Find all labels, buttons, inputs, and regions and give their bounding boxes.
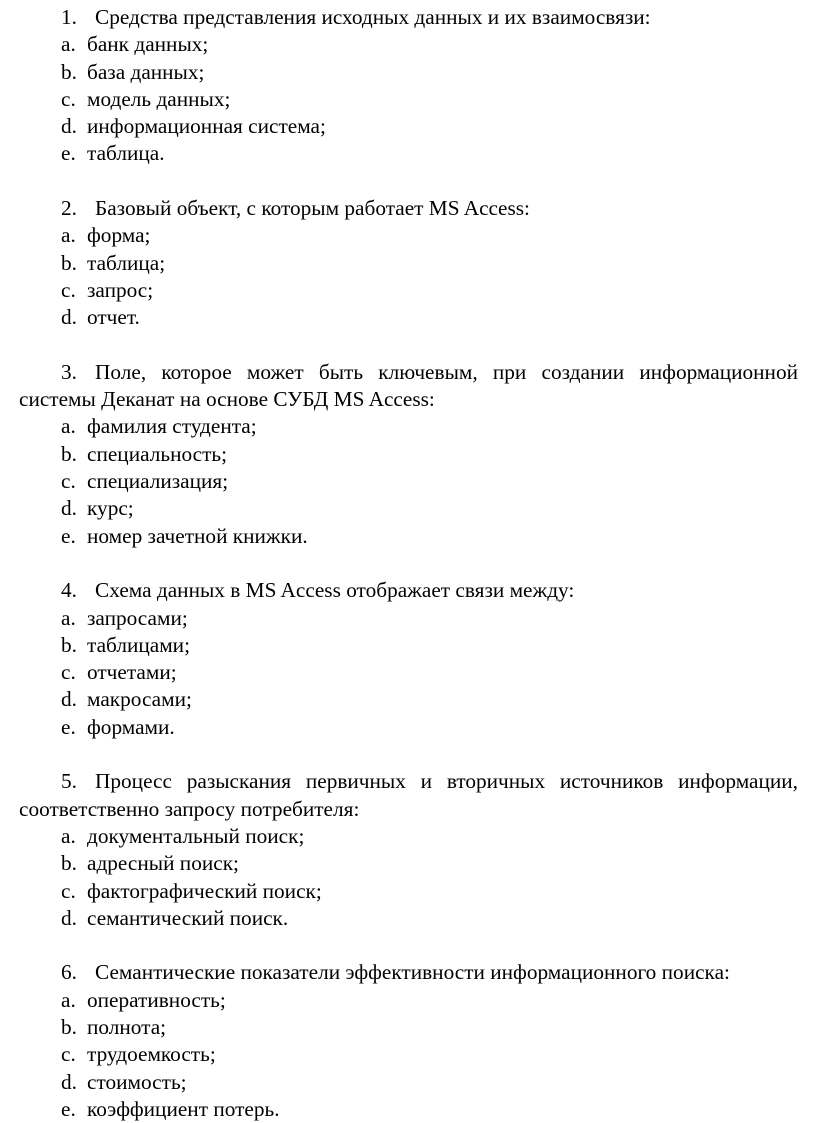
option-item: [0, 850, 816, 877]
option-text: отчетами;: [87, 660, 177, 685]
question-4: [0, 577, 816, 741]
option-letter: e.: [61, 714, 76, 739]
option-letter: a.: [61, 823, 76, 848]
option-item: [0, 441, 816, 468]
option-item: [0, 113, 816, 140]
option-item: [0, 222, 816, 249]
option-text: фактографический поиск;: [87, 878, 322, 903]
option-letter: e.: [61, 141, 76, 166]
question-number: 3.: [61, 359, 77, 384]
option-item: [0, 59, 816, 86]
option-text: информационная система;: [87, 114, 326, 139]
option-text: адресный поиск;: [87, 851, 239, 876]
option-text: запрос;: [87, 277, 154, 302]
question-number: 2.: [61, 196, 77, 221]
option-text: база данных;: [87, 59, 205, 84]
option-letter: e.: [61, 523, 76, 548]
question-6: [0, 959, 816, 1123]
option-item: [0, 250, 816, 277]
option-text: трудоемкость;: [87, 1042, 216, 1067]
question-text: [0, 768, 816, 795]
option-item: [0, 1069, 816, 1096]
option-item: [0, 686, 816, 713]
option-letter: b.: [61, 59, 77, 84]
option-text: отчет.: [87, 305, 140, 330]
option-item: [0, 468, 816, 495]
option-text: номер зачетной книжки.: [87, 523, 308, 548]
option-text: курс;: [87, 496, 134, 521]
option-text: документальный поиск;: [87, 823, 305, 848]
question-body: Схема данных в MS Access отображает связи между:: [95, 578, 575, 603]
option-letter: b.: [61, 250, 77, 275]
question-body: Средства представления исходных данных и их взаимосвязи:: [95, 5, 651, 29]
question-text: [0, 577, 816, 604]
option-item: [0, 878, 816, 905]
option-item: [0, 905, 816, 932]
question-body: Процесс разыскания первичных и вторичных источников информации,: [95, 769, 798, 794]
question-text: [0, 359, 816, 386]
option-item: [0, 413, 816, 440]
option-letter: d.: [61, 905, 77, 930]
option-item: [0, 605, 816, 632]
option-item: [0, 823, 816, 850]
option-letter: b.: [61, 441, 77, 466]
question-body: Базовый объект, с которым работает MS Access:: [95, 196, 530, 221]
option-letter: a.: [61, 605, 76, 630]
question-text: [0, 4, 816, 31]
option-text: формами.: [87, 714, 175, 739]
option-text: таблица;: [87, 250, 166, 275]
question-body: Семантические показатели эффективности информационного поиска:: [95, 960, 730, 985]
option-item: [0, 714, 816, 741]
option-letter: c.: [61, 277, 76, 302]
option-letter: c.: [61, 660, 76, 685]
option-letter: b.: [61, 851, 77, 876]
option-text: форма;: [87, 223, 151, 248]
option-item: [0, 1041, 816, 1068]
option-item: [0, 277, 816, 304]
question-text: [0, 195, 816, 222]
option-item: [0, 1014, 816, 1041]
question-5: [0, 768, 816, 932]
option-item: [0, 140, 816, 167]
option-text: таблица.: [87, 141, 165, 166]
option-letter: b.: [61, 1014, 77, 1039]
question-text: [0, 959, 816, 986]
option-letter: c.: [61, 1042, 76, 1067]
option-text: фамилия студента;: [87, 414, 257, 439]
option-text: макросами;: [87, 687, 192, 712]
option-item: [0, 86, 816, 113]
option-text: специализация;: [87, 469, 229, 494]
option-letter: c.: [61, 878, 76, 903]
option-item: [0, 31, 816, 58]
option-item: [0, 523, 816, 550]
option-letter: b.: [61, 632, 77, 657]
option-text: специальность;: [87, 441, 228, 466]
option-text: коэффициент потерь.: [87, 1096, 280, 1121]
option-letter: a.: [61, 32, 76, 57]
option-letter: a.: [61, 414, 76, 439]
option-item: [0, 659, 816, 686]
option-text: стоимость;: [87, 1069, 187, 1094]
option-item: [0, 1096, 816, 1123]
option-letter: d.: [61, 496, 77, 521]
option-text: банк данных;: [87, 32, 209, 57]
question-number: 6.: [61, 960, 77, 985]
option-text: модель данных;: [87, 86, 231, 111]
option-letter: d.: [61, 1069, 77, 1094]
option-text: запросами;: [87, 605, 188, 630]
option-letter: d.: [61, 305, 77, 330]
option-text: семантический поиск.: [87, 905, 289, 930]
question-number: 4.: [61, 578, 77, 603]
option-text: таблицами;: [87, 632, 190, 657]
option-item: [0, 304, 816, 331]
option-item: [0, 632, 816, 659]
question-number: 5.: [61, 769, 77, 794]
question-2: [0, 195, 816, 331]
option-letter: d.: [61, 687, 77, 712]
option-letter: a.: [61, 223, 76, 248]
option-letter: d.: [61, 114, 77, 139]
option-letter: a.: [61, 987, 76, 1012]
question-number: 1.: [61, 5, 77, 29]
option-letter: e.: [61, 1096, 76, 1121]
option-letter: c.: [61, 86, 76, 111]
question-3: [0, 359, 816, 550]
question-text-continued: соответственно запросу потребителя:: [19, 796, 360, 821]
option-item: [0, 495, 816, 522]
option-text: полнота;: [87, 1014, 167, 1039]
question-1: [0, 4, 816, 168]
question-body: Поле, которое может быть ключевым, при создании информационной: [95, 359, 798, 384]
option-text: оперативность;: [87, 987, 226, 1012]
option-item: [0, 987, 816, 1014]
option-letter: c.: [61, 469, 76, 494]
question-text-continued: системы Деканат на основе СУБД MS Access:: [19, 387, 435, 412]
